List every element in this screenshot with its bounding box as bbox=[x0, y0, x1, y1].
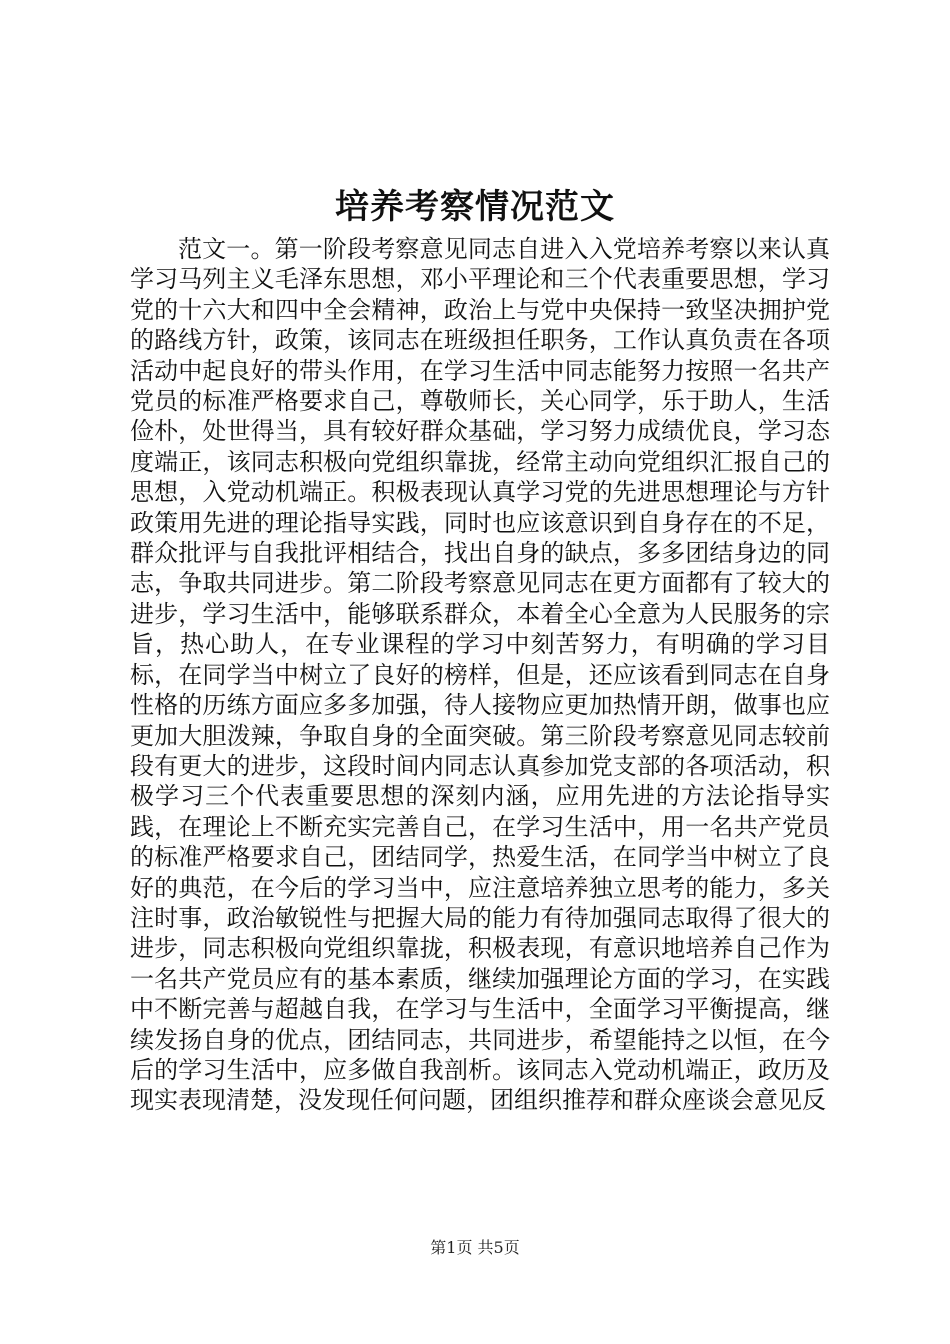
page-number-footer: 第1页 共5页 bbox=[430, 1238, 520, 1257]
document-title: 培养考察情况范文 bbox=[335, 187, 615, 227]
body-paragraph: 范文一。第一阶段考察意见同志自进入入党培养考察以来认真学习马列主义毛泽东思想，邓小平理论和三个代表重要思想，学习党的十六大和四中全会精神，政治上与党中央保持一致坚决拥护党的路线方针，政策，该同志在班级担任职务，工作认真负责在各项活动中起良好的带头作用，在学习生活中同志能努力按照一名共产党员的标准严格要求自己，尊敬师长，关心同学，乐于助人，生活俭朴，处世得当，具有较好群众基础，学习努力成绩优良，学习态度端正，该同志积极向党组织靠拢，经常主动向党组织汇报自己的思想，入党动机端正。积极表现认真学习党的先进思想理论与方针政策用先进的理论指导实践，同时也应该意识到自身存在的不足，群众批评与自我批评相结合，找出自身的缺点，多多团结身边的同志，争取共同进步。第二阶段考察意见同志在更方面都有了较大的进步，学习生活中，能够联系群众，本着全心全意为人民服务的宗旨，热心助人，在专业课程的学习中刻苦努力，有明确的学习目标，在同学当中树立了良好的榜样，但是，还应该看到同志在自身性格的历练方面应多多加强，待人接物应更加热情开朗，做事也应更加大胆泼辣，争取自身的全面突破。第三阶段考察意见同志较前段有更大的进步，这段时间内同志认真参加党支部的各项活动，积极学习三个代表重要思想的深刻内涵，应用先进的方法论指导实践，在理论上不断充实完善自己，在学习生活中，用一名共产党员的标准严格要求自己，团结同学，热爱生活，在同学当中树立了良好的典范，在今后的学习当中，应注意培养独立思考的能力，多关注时事，政治敏锐性与把握大局的能力有待加强同志取得了很大的进步，同志积极向党组织靠拢，积极表现，有意识地培养自己作为一名共产党员应有的基本素质，继续加强理论方面的学习，在实践中不断完善与超越自我，在学习与生活中，全面学习平衡提高，继续发扬自身的优点，团结同志，共同进步，希望能持之以恒，在今后的学习生活中，应多做自我剖析。该同志入党动机端正，政历及现实表现清楚，没发现任何问题，团组织推荐和群众座谈会意见反 bbox=[130, 235, 830, 1115]
